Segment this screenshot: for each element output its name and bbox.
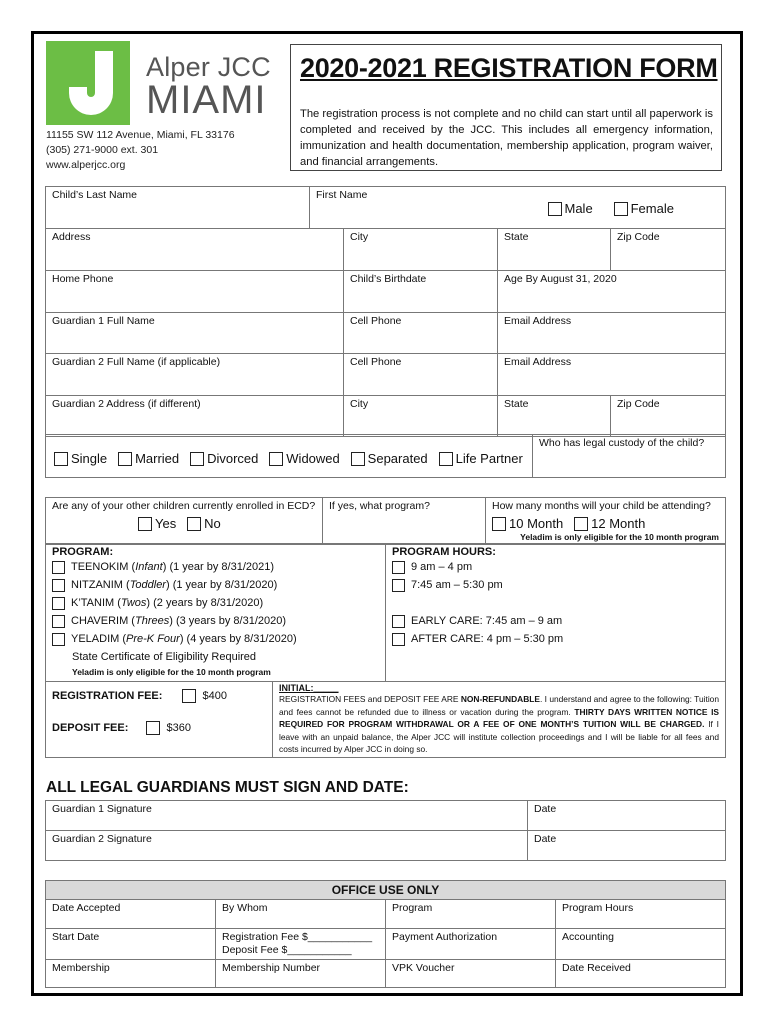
home-phone-field[interactable]: Home Phone (46, 271, 344, 313)
program-heading: PROGRAM: (52, 546, 114, 558)
ecd-enrollment-question: Are any of your other children currently enrolled in ECD? Yes No (46, 498, 323, 545)
address-field[interactable]: Address (46, 229, 344, 271)
guardian2-name-field[interactable]: Guardian 2 Full Name (if applicable) (46, 354, 344, 396)
office-use-table (45, 880, 726, 988)
guardian2-zip-field[interactable]: Zip Code (611, 396, 726, 437)
marital-status-table (45, 434, 726, 478)
accounting-field[interactable]: Accounting (556, 929, 726, 960)
vpk-voucher-field[interactable]: VPK Voucher (386, 960, 556, 988)
by-whom-field[interactable]: By Whom (216, 900, 386, 929)
early-care-option[interactable]: EARLY CARE: 7:45 am – 9 am (392, 612, 719, 630)
months-attending-question: How many months will your child be attending? 10 Month 12 Month Yeladim is only eligible for the 10 month program (486, 498, 726, 545)
deposit-fee-row[interactable]: DEPOSIT FEE: $360 (52, 721, 191, 734)
guardian1-cell-field[interactable]: Cell Phone (344, 313, 498, 354)
guardian2-state-field[interactable]: State (498, 396, 611, 437)
guardian2-date-field[interactable]: Date (528, 831, 726, 861)
guardian1-signature-field[interactable]: Guardian 1 Signature (46, 801, 528, 831)
fee-options (46, 682, 273, 758)
hours-745-to-530[interactable]: 7:45 am – 5:30 pm (392, 576, 719, 594)
yeladim-note: Yeladim is only eligible for the 10 month program (72, 667, 271, 677)
refund-policy-text: REGISTRATION FEES and DEPOSIT FEE ARE NON-REFUNDABLE. I understand and agree to the following: Tuition and fees cannot be refunded due to illness or vacation during the program. THIRTY DAYS WRITTEN NOTICE IS REQUIRED FOR PROGRAM WITHDRAWAL OR A FEE OF ONE MONTH’S TUITION WILL BE CHARGED. If I leave with an unpaid balance, the Alper JCC will institute collection proceedings and I will be liable for all fees and costs incurred by Alper JCC in doing so. (279, 694, 719, 754)
city-field[interactable]: City (344, 229, 498, 271)
ten-month-note: Yeladim is only eligible for the 10 month program (520, 532, 719, 543)
hours-9-to-4[interactable]: 9 am – 4 pm (392, 558, 719, 576)
ecd-yes-checkbox[interactable]: Yes (138, 515, 176, 530)
j-letter-icon (55, 45, 121, 121)
ecd-no-checkbox[interactable]: No (187, 515, 221, 530)
first-name-field[interactable]: First Name (310, 187, 498, 229)
program-nitzanim[interactable]: NITZANIM (Toddler) (1 year by 8/31/2020) (52, 576, 379, 594)
office-use-heading: OFFICE USE ONLY (46, 881, 726, 900)
program-teenokim[interactable]: TEENOKIM (Infant) (1 year by 8/31/2021) (52, 558, 379, 576)
signature-table (45, 800, 726, 861)
widowed-checkbox[interactable]: Widowed (269, 450, 339, 465)
form-intro: The registration process is not complete and no child can start until all paperwork is completed and received by the JCC. This includes all emergency information, immunization and health documentation, membership application, program waiver, and financial arrangements. (300, 108, 713, 168)
after-care-option[interactable]: AFTER CARE: 4 pm – 5:30 pm (392, 630, 719, 648)
12-month-checkbox[interactable]: 12 Month (574, 515, 645, 530)
office-program-hours-field[interactable]: Program Hours (556, 900, 726, 929)
guardian2-city-field[interactable]: City (344, 396, 498, 437)
male-checkbox[interactable]: Male (548, 200, 593, 215)
zip-code-field[interactable]: Zip Code (611, 229, 726, 271)
life-partner-checkbox[interactable]: Life Partner (439, 450, 523, 465)
form-title: 2020-2021 REGISTRATION FORM (300, 53, 718, 83)
female-checkbox[interactable]: Female (614, 200, 674, 215)
org-address: 11155 SW 112 Avenue, Miami, FL 33176 (305) 271-9000 ext. 301 www.alperjcc.org (46, 129, 235, 171)
payment-authorization-field[interactable]: Payment Authorization (386, 929, 556, 960)
program-hours-options (386, 544, 726, 682)
child-info-table (45, 186, 726, 437)
registration-fee-row[interactable]: REGISTRATION FEE: $400 (52, 689, 227, 702)
guardian1-date-field[interactable]: Date (528, 801, 726, 831)
guardian1-email-field[interactable]: Email Address (498, 313, 726, 354)
membership-field[interactable]: Membership (46, 960, 216, 988)
divorced-checkbox[interactable]: Divorced (190, 450, 258, 465)
brand-city: MIAMI (146, 78, 267, 122)
office-fees-field[interactable]: Registration Fee $___________ Deposit Fee $___________ (216, 929, 386, 960)
legal-custody-field[interactable]: Who has legal custody of the child? (533, 435, 726, 478)
married-checkbox[interactable]: Married (118, 450, 179, 465)
marital-status-options (46, 435, 533, 478)
program-ktanim[interactable]: K’TANIM (Twos) (2 years by 8/31/2020) (52, 594, 379, 612)
program-yeladim[interactable]: YELADIM (Pre-K Four) (4 years by 8/31/2020) (52, 630, 379, 648)
childs-last-name-field[interactable]: Child’s Last Name (46, 187, 310, 229)
gender-options (498, 187, 726, 229)
membership-number-field[interactable]: Membership Number (216, 960, 386, 988)
signature-heading: ALL LEGAL GUARDIANS MUST SIGN AND DATE: (46, 779, 409, 796)
program-chaverim[interactable]: CHAVERIM (Threes) (3 years by 8/31/2020) (52, 612, 379, 630)
date-received-field[interactable]: Date Received (556, 960, 726, 988)
separated-checkbox[interactable]: Separated (351, 450, 428, 465)
guardian2-address-field[interactable]: Guardian 2 Address (if different) (46, 396, 344, 437)
date-accepted-field[interactable]: Date Accepted (46, 900, 216, 929)
program-options (46, 544, 386, 682)
refund-policy (273, 682, 726, 758)
brand-name: Alper JCC (146, 52, 271, 82)
office-program-field[interactable]: Program (386, 900, 556, 929)
guardian2-email-field[interactable]: Email Address (498, 354, 726, 396)
start-date-field[interactable]: Start Date (46, 929, 216, 960)
ecd-table (45, 497, 726, 545)
which-program-field[interactable]: If yes, what program? (323, 498, 486, 545)
program-table (45, 543, 726, 682)
state-certificate-note: State Certificate of Eligibility Required (72, 651, 257, 663)
guardian2-cell-field[interactable]: Cell Phone (344, 354, 498, 396)
single-checkbox[interactable]: Single (54, 450, 107, 465)
birthdate-field[interactable]: Child’s Birthdate (344, 271, 498, 313)
state-field[interactable]: State (498, 229, 611, 271)
initial-field[interactable]: INITIAL:_____ (279, 683, 339, 693)
guardian1-name-field[interactable]: Guardian 1 Full Name (46, 313, 344, 354)
10-month-checkbox[interactable]: 10 Month (492, 515, 563, 530)
fees-table (45, 681, 726, 758)
guardian2-signature-field[interactable]: Guardian 2 Signature (46, 831, 528, 861)
program-hours-heading: PROGRAM HOURS: (392, 546, 496, 558)
age-field[interactable]: Age By August 31, 2020 (498, 271, 726, 313)
